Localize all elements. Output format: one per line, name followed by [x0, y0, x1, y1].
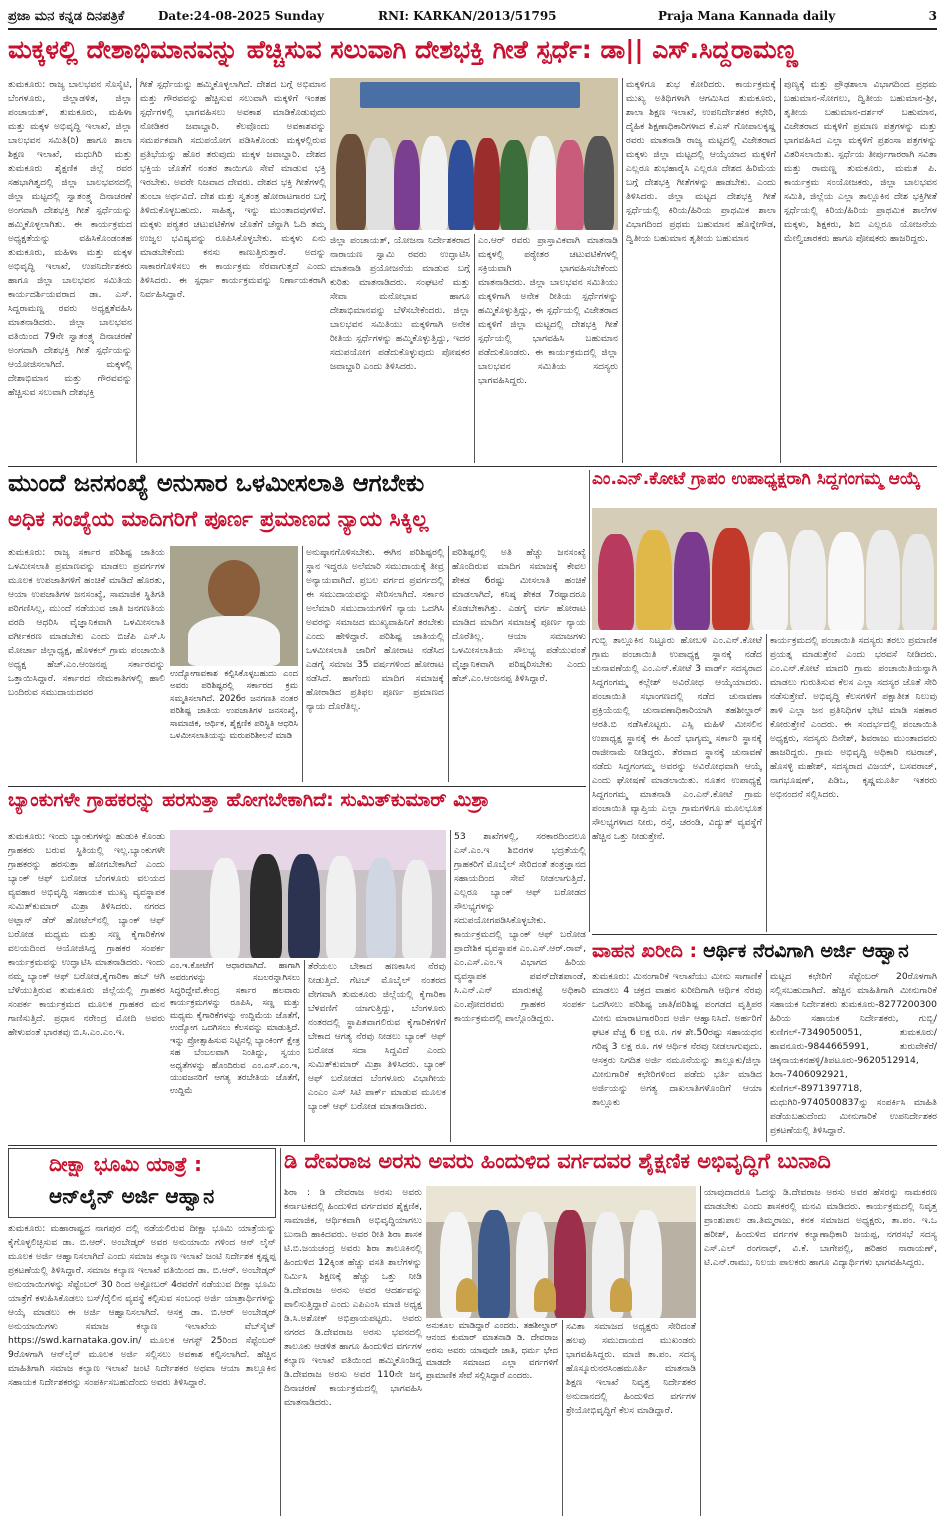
story5-tag: ವಾಹನ ಖರೀದಿ :	[592, 940, 698, 962]
column-rule	[448, 546, 449, 782]
photo-person	[630, 1210, 662, 1318]
story7-column-2: ಸವಿತಾ ಸಮಾಜದ ಅಧ್ಯಕ್ಷರು ಸೇರಿದಂತೆ ಹಲವು ಸಮುದಾಯದ ಮುಖಂಡರು ಭಾಗವಹಿಸಿದ್ದರು. ಮಾಜಿ ತಾ.ಪಂ. ಸದಸ್ಯ ಹೊಸ್ಕೂರುನರಸಿಂಹಮೂರ್ತಿ ಮಾತನಾಡಿ ಶಿಕ್ಷಣ ಇಲಾಖೆ ನಿವೃತ್ತ ನಿರ್ದೇಶಕರ ಅನುದಾನದಲ್ಲಿ ಹಿಂದುಳಿದ ವರ್ಗಗಳ ಶ್ರೇಯೋಭಿವೃದ್ಧಿಗೆ ಕೆಲಸ ಮಾಡಿದ್ದಾರೆ.	[566, 1321, 696, 1416]
story5-column-2: ಮಟ್ಟದ ಕಛೇರಿಗೆ ಸೆಪ್ಟೆಂಬರ್ 20ರೊಳಗಾಗಿ ಸಲ್ಲಿಸಬಹುದಾಗಿದೆ. ಹೆಚ್ಚಿನ ಮಾಹಿತಿಗಾಗಿ ಮೀನುಗಾರಿಕೆ ಸಹಾಯಕ ನಿರ್ದೇಶಕರು ತುಮಕೂರು-8277200300 ಹಿರಿಯ ಸಹಾಯಕ ನಿರ್ದೇಶಕರು, ಗುಬ್ಬಿ/ಕುಣಿಗಲ್-7349050051, ತುಮಕೂರು/ಹಾವನೂರು-9844665991, ತುರುವೇಕೆರೆ/ಚಿಕ್ಕನಾಯಕನಹಳ್ಳಿ/ತಿಪಟೂರು-9620512914, ಶಿರಾ-7406092921, ಕುಣಿಗಲ್-8971397718, ಮಧುಗಿರಿ-9740500837ನ್ನು ಸಂಪರ್ಕಿಸಿ ಮಾಹಿತಿ ಪಡೆಯಬಹುದೆಂದು ಮೀನುಗಾರಿಕೆ ಉಪನಿರ್ದೇಶಕರ ಪ್ರಕಟಣೆಯಲ್ಲಿ ತಿಳಿಸಿದ್ದಾರೆ.	[770, 971, 937, 1136]
story5-column-1: ತುಮಕೂರು: ಮಿನಂಗಾರಿಕೆ ಇಲಾಖೆಯು ಮೀನು ಸಾಗಾಣಿಕೆ ಮಾಡಲು 4 ಚಕ್ರದ ವಾಹನ ಖರೀದಿಗಾಗಿ ಆರ್ಥಿಕ ನೆರವು ಒದಗಿಸಲು ಪರಿಶಿಷ್ಟ ಜಾತಿ/ಪರಿಶಿಷ್ಟ ಪಂಗಡದ ವೃತ್ತಿಪರ ಮೀನು ಮಾರಾಟಗಾರರಿಂದ ಅರ್ಜಿ ಆಹ್ವಾನಿಸಿದೆ. ಅರ್ಹರಿಗೆ ಘಟಕ ವೆಚ್ಚ 6 ಲಕ್ಷ ರೂ. ಗಳ ಶೇ.50ರಷ್ಟು ಸಹಾಯಧನ ಗರಿಷ್ಠ 3 ಲಕ್ಷ ರೂ. ಗಳ ಆರ್ಥಿಕ ನೆರವು ನೀಡಲಾಗುವುದು. ಆಸಕ್ತರು ನಿಗದಿತ ಅರ್ಜಿ ನಮೂನೆಯನ್ನು ತಾಲ್ಲೂಕು/ಜಿಲ್ಲಾ ಮೀನುಗಾರಿಕೆ ಕಛೇರಿಗಳಿಂದ ಪಡೆದು ಭರ್ತಿ ಮಾಡಿದ ಅರ್ಜಿಯನ್ನು ಅಗತ್ಯ ದಾಖಲಾತಿಗಳೊಂದಿಗೆ ಆಯಾ ತಾಲ್ಲೂಕು	[592, 971, 762, 1108]
column-rule	[700, 1186, 701, 1516]
rni-number: RNI: KARKAN/2013/51795	[378, 9, 557, 23]
story6-headline-line2: ಆನ್‌ಲೈನ್ ಅರ್ಜಿ ಆಹ್ವಾನ	[49, 1185, 215, 1208]
story1-column-5: ಎಂ.ಆರ್ ರವರು ಪ್ರಾಸ್ತಾವಿಕವಾಗಿ ಮಾತನಾಡಿ ಮಕ್ಕಳಲ್ಲಿ ಪಠ್ಯೇತರ ಚಟುವಟಿಕೆಗಳಲ್ಲಿ ಸಕ್ರಿಯವಾಗಿ ಭಾಗವಹಿಸಬೇಕೆಂದು ಮಾತನಾಡಿದರು. ಜಿಲ್ಲಾ ಬಾಲಭವನ ಸಮಿತಿಯು ಮಕ್ಕಳಿಗಾಗಿ ಅನೇಕ ರೀತಿಯ ಸ್ಪರ್ಧೆಗಳನ್ನು ಹಮ್ಮಿಕೊಳ್ಳುತ್ತಿದ್ದು, ಈ ಸ್ಪರ್ಧೆಯಲ್ಲಿ ವಿಜೇತರಾದ ಮಕ್ಕಳಿಗೆ ಜಿಲ್ಲಾ ಮಟ್ಟದಲ್ಲಿ ದೇಶಭಕ್ತಿ ಗೀತೆ ಸ್ಪರ್ಧೆಯಲ್ಲಿ ಭಾಗವಹಿಸಿ ಬಹುಮಾನ ಪಡೆದುಕೊಂಡರು. ಈ ಕಾರ್ಯಕ್ರಮದಲ್ಲಿ ಜಿಲ್ಲಾ ಬಾಲಭವನ ಸಮಿತಿಯ ಸದಸ್ಯರು ಭಾಗವಹಿಸಿದ್ದರು.	[478, 235, 618, 386]
story2-column-2: ಅನುಷ್ಠಾನಗೊಳಿಸಬೇಕು. ಈಗಿನ ಪರಿಶಿಷ್ಟರಲ್ಲಿ ಸ್ಥಾನ ಇದ್ದರೂ ಅಲೆಮಾರಿ ಸಮುದಾಯಕ್ಕೆ ತೀವ್ರ ಅನ್ಯಾಯವಾಗಿದೆ. ಪ್ರಬಲ ವರ್ಗದ ಪ್ರವರ್ಗದಲ್ಲಿ ಈ ಸಮುದಾಯವನ್ನು ಸೇರಿಸಲಾಗಿದೆ. ಸರ್ಕಾರ ಅಲೆಮಾರಿ ಸಮುದಾಯಗಳಿಗೆ ನ್ಯಾಯ ಒದಗಿಸಿ ಅವರನ್ನು ಸಮಾಜದ ಮುಖ್ಯವಾಹಿನಿಗೆ ತರಬೇಕು ಎಂದು ಹೇಳಿದ್ದಾರೆ. ಪರಿಶಿಷ್ಟ ಜಾತಿಯಲ್ಲಿ ಒಳಮೀಸಲಾತಿ ಜಾರಿಗೆ ಹೋರಾಟ ನಡೆಸಿದ ಎಡಗೈ ಸಮಾಜ 35 ವರ್ಷಗಳಿಂದ ಹೋರಾಟ ನಡೆಸಿದೆ. ಹಾಗೆಂದು ಮಾದಿಗ ಸಮಾಜಕ್ಕೆ ಹೋರಾಡಿದ ಪ್ರತಿಫಲ ಪೂರ್ಣ ಪ್ರಮಾಣದ ನ್ಯಾಯ ದೊರೆತಿಲ್ಲ.	[306, 547, 444, 712]
column-rule	[780, 78, 781, 463]
photo-person	[402, 860, 432, 958]
story2-column-1: ತುಮಕೂರು: ರಾಜ್ಯ ಸರ್ಕಾರ ಪರಿಶಿಷ್ಟ ಜಾತಿಯ ಒಳಮೀಸಲಾತಿ ಪ್ರಮಾಣವನ್ನು ಮಾಡಲು ಪ್ರವರ್ಗಗಳ ಮೂಲಕ ಉಪಜಾತಿಗಳಿಗೆ ಹಂಚಿಕೆ ಮಾಡಿದೆ ಹೊರತು, ಆಯಾ ಉಪಜಾತಿಗಳ ಜನಸಂಖ್ಯೆ, ಸಾಮಾಜಿಕ ಸ್ಥಿತಿಗತಿ ಪರಿಗಣಿಸಿಲ್ಲ, ಮುಂದೆ ನಡೆಯುವ ಜಾತಿ ಜನಗಣತಿಯ ವರದಿ ಆಧರಿಸಿ ವೈಜ್ಞಾನಿಕವಾಗಿ ಒಳಮೀಸಲಾತಿ ವರ್ಗೀಕರಣ ಮಾಡಬೇಕು ಎಂದು ಬಿಜೆಪಿ ಎಸ್.ಸಿ ಮೋರ್ಚಾ ಜಿಲ್ಲಾಧ್ಯಕ್ಷ, ಹೊಳಕಲ್ ಗ್ರಾಮ ಪಂಚಾಯಿತಿ ಅಧ್ಯಕ್ಷ ಹೆಚ್.ಎಂ.ಆಂಜನಪ್ಪ ಸರ್ಕಾರವನ್ನು ಒತ್ತಾಯಿಸಿದ್ದಾರೆ. ಸರ್ಕಾರದ ನೇಮಕಾತಿಗಳಲ್ಲಿ ಹಾಲಿ ಬಂದಿರುವ ಸಮುದಾಯದವರ	[8, 547, 165, 698]
column-rule	[136, 78, 137, 463]
photo-person	[420, 136, 448, 230]
photo-person	[752, 532, 788, 630]
column-rule	[280, 1148, 281, 1516]
photo-person	[478, 1210, 510, 1318]
story5-headline	[592, 936, 937, 966]
story2-subhead: ಅಧಿಕ ಸಂಖ್ಯೆಯ ಮಾದಿಗರಿಗೆ ಪೂರ್ಣ ಪ್ರಮಾಣದ ನ್ಯಾಯ ಸಿಕ್ಕಿಲ್ಲ	[8, 508, 429, 531]
story3-column-2: ಕಾರ್ಯಕ್ರಮದಲ್ಲಿ ಪಂಚಾಯಿತಿ ಸದಸ್ಯರು ತರಲು ಪ್ರಮಾಣಿಕ ಪ್ರಯತ್ನ ಮಾಡುತ್ತೇನೆ ಎಂದು ಭರವಸೆ ನೀಡಿದರು. ಎಂ.ಎನ್.ಕೋಟೆ ಮಾದರಿ ಗ್ರಾಮ ಪಂಚಾಯಿತಿಯನ್ನಾಗಿ ಮಾಡಲು ಗುರುತಿಸುವ ಕೆಲಸ ಎಲ್ಲಾ ಸದಸ್ಯರ ಜೊತೆ ಸೇರಿ ನಡೆಸುತ್ತೇವೆ. ಅಭಿವೃದ್ಧಿ ಕೆಲಸಗಳಿಗೆ ಪಕ್ಷಾತೀತ ನಿಲುವು ತಾಳಿ ಎಲ್ಲಾ ಜನ ಪ್ರತಿನಿಧಿಗಳ ಭೇಟಿ ಮಾಡಿ ಸಹಕಾರ ಕೋರುತ್ತೇನೆ ಎಂದರು. ಈ ಸಂದರ್ಭದಲ್ಲಿ ಪಂಚಾಯಿತಿ ಅಧ್ಯಕ್ಷರು, ಸದಸ್ಯರು ದಿನೇಶ್, ಶಿವರಾಜು ಮುಂತಾದವರು ಹಾಜರಿದ್ದರು. ಗ್ರಾಮ ಅಭಿವೃದ್ಧಿ ಅಧಿಕಾರಿ ನಟರಾಜ್, ಹೊಸಳ್ಳಿ ಮಹೇಶ್, ಸದಸ್ಯರಾದ ವಿಜಯ್, ಬಸವರಾಜ್, ನಾಗಭೂಷಣ್, ಪಿಡಿಒ, ಕೃಷ್ಣಮೂರ್ತಿ ಇತರರು ಅಭಿನಂದನೆ ಸಲ್ಲಿಸಿದರು.	[770, 635, 937, 800]
photo-person	[336, 134, 366, 230]
story2-photo-caption: ಉದ್ಯೋಗಾವಕಾಶ ಕಲ್ಪಿಸಿಕೊಳ್ಳಬಹುದು ಎಂದ ಅವರು ಪರಿಶಿಷ್ಟರಲ್ಲಿ ಸರ್ಕಾರದ ಕ್ರಮ ಸಮ್ಮತಿಸಲಾಗಿದೆ. 2026ರ ಜನಗಣತಿ ನಂತರ ಪರಿಶಿಷ್ಟ ಜಾತಿಯ ಉಪಜಾತಿಗಳ ಜನಸಂಖ್ಯೆ, ಸಾಮಾಜಿಕ, ಆರ್ಥಿಕ, ಶೈಕ್ಷಣಿಕ ಪರಿಸ್ಥಿತಿ ಆಧರಿಸಿ ಒಳಮೀಸಲಾತಿಯನ್ನು ಮರುಪರಿಶೀಲನೆ ಮಾಡಿ	[170, 669, 298, 742]
story2-column-3: ಪರಿಶಿಷ್ಟರಲ್ಲಿ ಅತಿ ಹೆಚ್ಚು ಜನಸಂಖ್ಯೆ ಹೊಂದಿರುವ ಮಾದಿಗ ಸಮಾಜಕ್ಕೆ ಕೇವಲ ಶೇಕಡ 6ರಷ್ಟು ಮೀಸಲಾತಿ ಹಂಚಿಕೆ ಮಾಡಲಾಗಿದೆ, ಕನಿಷ್ಠ ಶೇಕಡ 7ರಷ್ಟಾದರೂ ಕೊಡಬೇಕಾಗಿತ್ತು. ಎಡಗೈ ವರ್ಗ ಹೋರಾಟ ಮಾಡಿದ ಮಾದಿಗ ಸಮಾಜಕ್ಕೆ ಪೂರ್ಣ ನ್ಯಾಯ ದೊರೆತಿಲ್ಲ. ಆಯಾ ಸಮಾಜಗಳು ಒಳಮೀಸಲಾತಿಯ ಸೌಲಭ್ಯ ಪಡೆಯುವಂತೆ ವೈಜ್ಞಾನಿಕವಾಗಿ ಪರಿಷ್ಕರಿಸಬೇಕು ಎಂದು ಹೆಚ್.ಎಂ.ಆಂಜನಪ್ಪ ತಿಳಿಸಿದ್ದಾರೆ.	[452, 547, 586, 684]
photo-person	[828, 532, 864, 630]
photo-person	[210, 858, 240, 958]
story1-headline: ಮಕ್ಕಳಲ್ಲಿ ದೇಶಾಭಿಮಾನವನ್ನು ಹೆಚ್ಚಿಸುವ ಸಲುವಾಗಿ ದೇಶಭಕ್ತಿ ಗೀತೆ ಸ್ಪರ್ಧೆ: ಡಾ|| ಎಸ್.ಸಿದ್ದರಾಮಣ್ಣ	[8, 36, 798, 64]
story7-column-1: ಶಿರಾ : ಡಿ ದೇವರಾಜ ಅರಸು ಅವರು ಕರ್ನಾಟಕದಲ್ಲಿ ಹಿಂದುಳಿದ ವರ್ಗದವರ ಶೈಕ್ಷಣಿಕ, ಸಾಮಾಜಿಕ, ಆರ್ಥಿಕವಾಗಿ ಅಭಿವೃದ್ಧಿಯಾಗಲು ಬುನಾದಿ ಹಾಕಿದವರು. ಅವರ ರೀತಿ ಶಿರಾ ಶಾಸಕ ಟಿ.ಬಿ.ಜಯಚಂದ್ರ ಅವರು ಶಿರಾ ತಾಲೂಕಿನಲ್ಲಿ ಹಿಂದುಳಿದ 12ಕ್ಕಿಂತ ಹೆಚ್ಚು ವಸತಿ ಶಾಲೆಗಳನ್ನು ನಿರ್ಮಿಸಿ ಶಿಕ್ಷಣಕ್ಕೆ ಹೆಚ್ಚು ಒತ್ತು ನೀಡಿ ಡಿ.ದೇವರಾಜ ಅರಸು ಅವರ ಆದರ್ಶವನ್ನು ಪಾಲಿಸುತ್ತಿದ್ದಾರೆ ಎಂದು ಎಪಿಎಂಸಿ ಮಾಜಿ ಅಧ್ಯಕ್ಷ ಡಿ.ಸಿ.ಅಶೋಕ್ ಅಭಿಪ್ರಾಯಪಟ್ಟರು. ಅವರು ನಗರದ ಡಿ.ದೇವರಾಜ ಅರಸು ಭವನದಲ್ಲಿ ತಾಲೂಕು ಆಡಳಿತ ಹಾಗೂ ಹಿಂದುಳಿದ ವರ್ಗಗಳ ಕಲ್ಯಾಣ ಇಲಾಖೆ ವತಿಯಿಂದ ಹಮ್ಮಿಕೊಂಡಿದ್ದ ಡಿ.ದೇವರಾಜ ಅರಸು ಅವರ 110ನೇ ಜನ್ಮ ದಿನಾಚರಣೆ ಕಾರ್ಯಕ್ರಮದಲ್ಲಿ ಭಾಗವಹಿಸಿ ಮಾತನಾಡಿದರು.	[284, 1187, 422, 1408]
column-rule	[302, 546, 303, 782]
story1-photo-group	[330, 78, 618, 230]
story7-column-3: ಯಾವುದಾದರೂ ಓದನ್ನು ಡಿ.ದೇವರಾಜ ಅರಸು ಅವರ ಹೆಸರನ್ನು ನಾಮಕರಣ ಮಾಡಬೇಕು ಎಂದು ಶಾಸಕರಲ್ಲಿ ಮನವಿ ಮಾಡಿದರು. ಕಾರ್ಯಕ್ರಮದಲ್ಲಿ ನಿವೃತ್ತ ಪ್ರಾಂಶುಪಾಲ ಡಾ.ತಿಮ್ಮರಾಜು, ಕನಕ ಸಮಾಜದ ಅಧ್ಯಕ್ಷರು, ತಾ.ಪಂ. ಇ.ಒ ಹರೀಶ್, ಹಿಂದುಳಿದ ವರ್ಗಗಳ ಕಲ್ಯಾಣಾಧಿಕಾರಿ ಜಯಪ್ಪ, ನಗರಸಭೆ ಸದಸ್ಯ ಎಸ್.ಎಲ್ ರಂಗನಾಥ್, ವಿ.ಕೆ. ಬಾಗೇಪಲ್ಲಿ, ಹರಿಹರ ನಾರಾಯಣ್, ಟಿ.ಎನ್.ರಾಮು, ನಿಲಯ ಪಾಲಕರು ಹಾಗೂ ವಿದ್ಯಾರ್ಥಿಗಳು ಭಾಗವಹಿಸಿದ್ದರು.	[704, 1187, 937, 1268]
page-number: 3	[928, 9, 937, 23]
photo-trophy	[610, 1278, 632, 1312]
column-rule	[622, 78, 623, 463]
photo-person	[712, 528, 750, 630]
portrait-head	[208, 560, 260, 618]
story3-headline: ಎಂ.ಎನ್.ಕೋಟೆ ಗ್ರಾಪಂ ಉಪಾಧ್ಯಕ್ಷರಾಗಿ ಸಿದ್ದಗಂಗಮ್ಮ ಆಯ್ಕೆ	[592, 470, 921, 489]
story4-photo-caption: ಎಂ.ಇ.ಕೋಟೆಗೆ ಆಧಾರವಾಗಿದೆ. ಹಾಗಾಗಿ ಅವರುಗಳನ್ನು ಸಬಲರನ್ನಾಗಿಸಲು ಸಿದ್ಧರಿದ್ದೇವೆ.ಕೇಂದ್ರ ಸರ್ಕಾರ ಹಲವಾರು ಕಾರ್ಯಕ್ರಮಗಳನ್ನು ರೂಪಿಸಿ, ಸಣ್ಣ ಮತ್ತು ಮಧ್ಯಮ ಕೈಗಾರಿಕೆಗಳನ್ನು ಉದ್ದಿಮೆಯ ಜೊತೆಗೆ, ಉದ್ಯೋಗ ಒದಗಿಸಲು ಕೆಲಸವನ್ನು ಮಾಡುತ್ತಿದೆ. ಇನ್ನು ಪ್ರೋತ್ಸಾಹಿಸುವ ನಿಟ್ಟಿನಲ್ಲಿ ಬ್ಯಾಂಕಿಂಗ್ ಕ್ಷೇತ್ರ ಸಹ ಬೆಂಬಲವಾಗಿ ನಿಂತಿದ್ದು, ಸ್ವಯಂ ಅಧ್ಯತೆಗಳನ್ನು ಹೊಂದಿರುವ ಎಂ.ಎಸ್.ಎಂ.ಇ, ಯುವಜನರಿಗೆ ಆಗತ್ಯ ತರಬೇತಿಯ ಜೊತೆಗೆ, ಉದ್ದಿಮೆ	[170, 961, 300, 1096]
story4-photo-event	[170, 830, 446, 958]
section-rule	[592, 934, 937, 935]
story2-portrait-photo	[170, 546, 298, 666]
story6-headline-box	[8, 1148, 276, 1218]
story7-photo-caption: ಅನುಕೂಲ ಮಾಡಿದ್ದಾರೆ ಎಂದರು. ತಹಶೀಲ್ದಾರ್ ಆನಂದ ಕುಮಾರ್ ಮಾತನಾಡಿ ಡಿ. ದೇವರಾಜ ಅರಸು ಅವರು ಯಾವುದೇ ಜಾತಿ, ಧರ್ಮ ಭೇದ ಮಾಡದೇ ಸಮಾಜದ ಎಲ್ಲಾ ವರ್ಗಗಳಿಗೆ ಪ್ರಾಮಾಣಿಕ ಸೇವೆ ಸಲ್ಲಿಸಿದ್ದಾರೆ ಎಂದರು.	[426, 1321, 558, 1381]
story6-headline-line1: ದೀಕ್ಷಾ ಭೂಮಿ ಯಾತ್ರೆ :	[49, 1153, 202, 1176]
story4-column-1: ತುಮಕೂರು: ಇಂದು ಬ್ಯಾಂಕುಗಳನ್ನು ಹುಡುಕಿ ಕೊಂಡು ಗ್ರಾಹಕರು ಬರುವ ಸ್ಥಿತಿಯಲ್ಲಿ ಇಲ್ಲ.ಬ್ಯಾಂಕುಗಳೇ ಗ್ರಾಹಕರನ್ನು ಹರಸುತ್ತಾ ಹೋಗಬೇಕಾಗಿದೆ ಎಂದು ಬ್ಯಾಂಕ್ ಆಫ್ ಬರೋಡ ಬೆಂಗಳೂರು ವಲಯದ ವ್ಯವಹಾರ ಅಭಿವೃದ್ಧಿ ಸಹಾಯಕ ಮುಖ್ಯ ವ್ಯವಸ್ಥಾಪಕ ಸುಮಿತ್‌ಕುಮಾರ್ ಮಿಶ್ರಾ ತಿಳಿಸಿದರು. ನಗರದ ಅಟ್ಲಾನ್ ಡೆರ್ ಹೋಟೆಲ್‌ನಲ್ಲಿ ಬ್ಯಾಂಕ್ ಆಫ್ ಬರೋಡ ಮಧ್ಯಮ ಮತ್ತು ಸಣ್ಣ ಕೈಗಾರಿಕೆಗಳ ವಲಯದಿಂದ ಆಯೋಜಿಸಿದ್ದ ಗ್ರಾಹಕರ ಸಂಪರ್ಕ ಕಾರ್ಯಕ್ರಮವನ್ನು ಉದ್ಘಾಟಿಸಿ ಮಾತನಾಡಿದರು. ಇಂದು ನಮ್ಮ ಬ್ಯಾಂಕ್ ಆಫ್ ಬರೋಡ,ಕೈಗಾರಿಕಾ ಹಬ್ ಆಗಿ ಬೆಳೆಯುತ್ತಿರುವ ತುಮಕೂರು ಜಿಲ್ಲೆಯಲ್ಲಿ ಗ್ರಾಹಕರ ಸಂಪರ್ಕ ಕಾರ್ಯಕ್ರಮದ ಮೂಲಕ ಗ್ರಾಹಕರ ಮನ ಗಾಣಿಸುತ್ತಿದೆ. ಪ್ರಧಾನ ನರೇಂದ್ರ ಮೋದಿ ಅವರು ಹೇಳುವಂತೆ ಭಾರತವು ಬಿ.ಸಿ.ಎಂ.ಎಂ.ಇ.	[8, 831, 165, 1038]
column-rule	[450, 830, 451, 1142]
story2-headline: ಮುಂದೆ ಜನಸಂಖ್ಯೆ ಅನುಸಾರ ಒಳಮೀಸಲಾತಿ ಆಗಬೇಕು	[8, 470, 425, 497]
photo-person	[790, 530, 826, 630]
newspaper-logo: ಪ್ರಜಾ ಮನ ಕನ್ನಡ ದಿನಪತ್ರಿಕೆ	[8, 8, 125, 24]
photo-person	[554, 1210, 586, 1318]
story4-headline: ಬ್ಯಾಂಕುಗಳೇ ಗ್ರಾಹಕರನ್ನು ಹರಸುತ್ತಾ ಹೋಗಬೇಕಾಗಿದೆ: ಸುಮಿತ್‌ಕುಮಾರ್ ಮಿಶ್ರಾ	[8, 790, 490, 811]
masthead	[8, 4, 937, 30]
column-rule	[562, 1320, 563, 1516]
photo-person	[474, 138, 500, 230]
story4-column-2: 53 ಶಾಖೆಗಳಲ್ಲಿ, ಸರಕಾರದಿಂದಲೂ ಎಸ್.ಎಂ.ಇ ಶಿಬಿರಗಳ ಭದ್ರತೆಯಲ್ಲಿ ಗ್ರಾಹಕರಿಗೆ ಮೊಬೈಲ್ ಸೇರಿದಂತೆ ತಂತ್ರಜ್ಞಾನದ ಸಹಾಯದಿಂದ ಸೇವೆ ನೀಡಲಾಗುತ್ತಿದೆ. ಎಲ್ಲರೂ ಬ್ಯಾಂಕ್ ಆಫ್ ಬರೋಡದ ಸೌಲಭ್ಯಗಳನ್ನು ಸದುಪಯೋಗಪಡಿಸಿಕೊಳ್ಳಬೇಕು. ಕಾರ್ಯಕ್ರಮದಲ್ಲಿ ಬ್ಯಾಂಕ್ ಆಫ್ ಬರೋಡ ಪ್ರಾದೇಶಿಕ ವ್ಯವಸ್ಥಾಪಕ ಎಂ.ಎಸ್.ಆರ್.ರಾವ್, ಎಂ.ಎಸ್.ಎಂ.ಇ ವಿಭಾಗದ ಹಿರಿಯ ವ್ಯವಸ್ಥಾಪಕ ಪವನ್‌ದೇಶಪಾಂಡೆ, ಸಿ.ಎನ್.ಎನ್ ಮಾರುಕಟ್ಟೆ ಅಧಿಕಾರಿ ಎಂ.ಪೋದರವರು ಗ್ರಾಹಕರ ಸಂಪರ್ಕ ಕಾರ್ಯಕ್ರಮದಲ್ಲಿ ಪಾಲ್ಗೊಂಡಿದ್ದರು.	[454, 831, 586, 1024]
column-rule	[589, 470, 590, 932]
story4-column-3: ತೆರೆಯಲು ಬೇಕಾದ ಹಣಕಾಸಿನ ನೆರವು ನೀಡುತ್ತಿದೆ. ಗೆಟಬ್ ಮೊಬೈಲ್ ನಂತರದ ವೇಗವಾಗಿ ತುಮಕೂರು ಜಿಲ್ಲೆಯಲ್ಲಿ ಕೈಗಾರಿಕಾ ಬೆಳವಣಿಗೆ ಯಾಗುತ್ತಿದ್ದು, ಬೆಂಗಳೂರು ನಂತರದಲ್ಲಿ ಸ್ಥಾಪಿತವಾಗಲಿರುವ ಕೈಗಾರಿಕೆಗಳಿಗೆ ಬೇಕಾದ ಆಗತ್ಯ ನೆರವು ನೀಡಲು ಬ್ಯಾಂಕ್ ಆಫ್ ಬರೋಡ ಸದಾ ಸಿದ್ದವಿದೆ ಎಂದು ಸುಮಿತ್‌ಕುಮಾರ್ ಮಿಶ್ರಾ ತಿಳಿಸಿದರು. ಬ್ಯಾಂಕ್ ಆಫ್ ಬರೋಡದ ಬೆಂಗಳೂರು ವಿಭಾಗೀಯ ಎಂಎಂ ಎಸ್ ಸಿಟಿ ಪಾರ್ಕ್ ಮಾಡುವ ಮೂಲಕ ಬ್ಯಾಂಕ್ ಆಫ್ ಬರೋಡ ಮಾತನಾಡಿದರು.	[308, 961, 446, 1112]
photo-person	[584, 136, 614, 230]
story1-column-2: ಗೀತೆ ಸ್ಪರ್ಧೆಯನ್ನು ಹಮ್ಮಿಕೊಳ್ಳಲಾಗಿದೆ. ದೇಶದ ಬಗ್ಗೆ ಅಭಿಮಾನ ಮತ್ತು ಗೌರವವನ್ನು ಹೆಚ್ಚಿಸುವ ಸಲುವಾಗಿ ಮಕ್ಕಳಿಗೆ ಇಂತಹ ಸ್ಪರ್ಧೆಗಳಲ್ಲಿ ಭಾಗವಹಿಸಲು ಅವಕಾಶ ಮಾಡಿಕೊಡುವುದು ನೋಡಿಕರ ಜವಾಬ್ದಾರಿ. ಕೆಲವೊಂದು ಅವಕಾಶವನ್ನು ಸಮರ್ಪಕವಾಗಿ ಸದುಪಯೋಗ ಪಡಿಸಿಕೊಂಡು ಮಕ್ಕಳಲ್ಲಿರುವ ಪ್ರತಿಭೆಯನ್ನು ಹೊರ ತರುವುದು ಮಕ್ಕಳ ಜವಾಬ್ದಾರಿ. ದೇಶದ ಭಕ್ತಿಯ ಜೊತೆಗೆ ನಂತರ ತಾಯಿಗೂ ಸೇವೆ ಮಾಡುವ ಭಕ್ತಿ ಇರಬೇಕು. ಅವರೇ ನಿಜವಾದ ದೇವರು. ದೇಶದ ಭಕ್ತಿ ಗೀತೆಗಳಲ್ಲಿ ತುಂಬಾ ಅರ್ಥವಿದೆ. ದೇಶ ಮತ್ತು ಸ್ವತಂತ್ರ ಹೋರಾಟಗಾರರ ಬಗ್ಗೆ ತಿಳಿದುಕೊಳ್ಳಬಹುದು. ಸಾಹಿತ್ಯ, ಇನ್ನು ಮುಂತಾದವುಗಳಿವೆ. ಮಕ್ಕಳು ಪಠ್ಯತರ ಚಟುವಟಿಕೆಗಳ ಜೊತೆಗೆ ಚೆನ್ನಾಗಿ ಓದಿ ತಮ್ಮ ಉಜ್ವಲ ಭವಿಷ್ಯವನ್ನು ರೂಪಿಸಿಕೊಳ್ಳಬೇಕು. ಮಕ್ಕಳು ಏನು ಮಾಡಬೇಕೆಂದು ಕನಸು ಕಾಣುತ್ತಿರುತ್ತಾರೆ. ಅದನ್ನು ಸಾಕಾರಗೊಳಿಸಲು ಈ ಕಾರ್ಯಕ್ರಮ ನೆರವಾಗುತ್ತದೆ ಎಂದು ತಿಳಿಸಿದರು. ಈ ಸ್ಪರ್ಧಾ ಕಾರ್ಯಕ್ರಮವನ್ನು ನಿರ್ಣಾಯಕರಾಗಿ ನಿರ್ವಹಿಸಿದ್ದಾರೆ.	[140, 79, 326, 300]
story1-column-6: ಮಕ್ಕಳಿಗೂ ಶುಭ ಕೋರಿದರು. ಕಾರ್ಯಕ್ರಮಕ್ಕೆ ಮುಖ್ಯ ಅತಿಥಿಗಳಾಗಿ ಆಗಮಿಸಿದ ತುಮಕೂರು, ಶಾಲಾ ಶಿಕ್ಷಣ ಇಲಾಖೆ, ಉಪನಿರ್ದೇಶಕರ ಕಛೇರಿ, ದೈಹಿಕ ಶಿಕ್ಷಣಾಧಿಕಾರಿಗಳಾದ ಕೆ.ಎಸ್ ಗೋಪಾಲಕೃಷ್ಣ ರವರು ಮಾತನಾಡಿ ರಾಜ್ಯ ಮಟ್ಟದಲ್ಲಿ ವಿಜೇತರಾದ ಮಕ್ಕಳು ಜಿಲ್ಲಾ ಮಟ್ಟದಲ್ಲಿ ಆಯ್ಕೆಯಾದ ಮಕ್ಕಳಿಗೆ ಎಲ್ಲರೂ ಶುಭಹಾರೈಸಿ ಎಲ್ಲರೂ ದೇಶದ ಹಿರಿಮೆಯ ಬಗ್ಗೆ ದೇಶಭಕ್ತಿ ಗೀತೆಗಳನ್ನು ಹಾಡಬೇಕು. ಎಂದು ತಿಳಿಸಿದರು. ಜಿಲ್ಲಾ ಮಟ್ಟದ ದೇಶಭಕ್ತಿ ಗೀತೆ ಸ್ಪರ್ಧೆಯಲ್ಲಿ ಕಿರಿಯ/ಹಿರಿಯ ಪ್ರಾಥಮಿಕ ಶಾಲಾ ವಿಭಾಗದಿಂದ ಪ್ರಥಮ ಬಹುಮಾನ ಹೊನ್ನೇಗೌಡ, ದ್ವಿತೀಯ ಬಹುಮಾನ ತೃತೀಯ ಬಹುಮಾನ	[626, 79, 776, 244]
photo-person	[448, 140, 474, 230]
photo-person	[528, 136, 556, 230]
story3-photo-group	[592, 508, 937, 630]
column-rule	[766, 634, 767, 932]
section-rule	[8, 786, 586, 787]
photo-person	[394, 140, 420, 230]
column-rule	[304, 960, 305, 1142]
photo-person	[866, 530, 900, 630]
photo-person	[674, 532, 710, 630]
story1-column-7: ಪುಣ್ಯಕ್ಕೆ ಮತ್ತು ಪ್ರೌಢಶಾಲಾ ವಿಭಾಗದಿಂದ ಪ್ರಥಮ ಬಹುಮಾನ-ಸೋಗಲು, ದ್ವಿತೀಯ ಬಹುಮಾನ-ಶ್ರೀ, ತೃತೀಯ ಬಹುಮಾನ-ದರ್ಶನ್ ಬಹುಮಾನ, ವಿಜೇತರಾದ ಮಕ್ಕಳಿಗೆ ಪ್ರಮಾಣ ಪತ್ರಗಳನ್ನು ಮತ್ತು ಭಾಗವಹಿಸಿದ ಎಲ್ಲಾ ಮಕ್ಕಳಿಗೆ ಪ್ರಶಂಸಾ ಪತ್ರಗಳನ್ನು ವಿತರಿಸಲಾಯಿತು. ಸ್ಪರ್ಧೆಯ ತೀರ್ಪುಗಾರರಾಗಿ ಸವಿತಾ ಮತ್ತು ರಾಮಣ್ಣ ತುಮಕೂರು, ಮಮತ ಪಿ. ಕಾರ್ಯಕ್ರಮ ಸಂಯೋಜಕರು, ಜಿಲ್ಲಾ ಬಾಲಭವನ ಸಮಿತಿ, ಜಿಲ್ಲೆಯ ಎಲ್ಲಾ ತಾಲ್ಲೂಕಿನ ದೇಶ ಭಕ್ತಿಗೀತೆ ಸ್ಪರ್ಧೆಯಲ್ಲಿ ಕಿರಿಯ/ಹಿರಿಯ ಪ್ರಾಥಮಿಕ ಶಾಲೆಗಳ ಮಕ್ಕಳು, ಶಿಕ್ಷಕರು, ಶಿಬಿ ಎಲ್ಲರೂ ಯೋಜನೆಯ ಮೇಲ್ವಿಚಾರಕರು ಹಾಗೂ ಪೋಷಕರು ಹಾಜರಿದ್ದರು.	[784, 79, 937, 244]
photo-person	[500, 140, 528, 230]
photo-person	[326, 856, 356, 958]
column-rule	[766, 970, 767, 1142]
story6-column-1: ತುಮಕೂರು: ಮಹಾರಾಷ್ಟ್ರದ ನಾಗಪುರ ದಲ್ಲಿ ನಡೆಯಲಿರುವ ದೀಕ್ಷಾ ಭೂಮಿ ಯಾತ್ರೆಯನ್ನು ಕೈಗೊಳ್ಳಲಿಚ್ಛಿಸುವ ಡಾ. ಬಿ.ಆರ್. ಅಂಬೇಡ್ಕರ್ ಅವರ ಅನುಯಾಯಿ ಗಳಿಂದ ಆನ್ ಲೈನ್ ಮೂಲಕ ಅರ್ಜಿ ಆಹ್ವಾನಿಸಲಾಗಿದೆ ಎಂದು ಸಮಾಜ ಕಲ್ಯಾಣ ಇಲಾಖೆ ಜಂಟಿ ನಿರ್ದೇಶಕ ಕೃಷ್ಣಪ್ಪ ಪ್ರಕಟಣೆಯಲ್ಲಿ ತಿಳಿಸಿದ್ದಾರೆ. ಸಮಾಜ ಕಲ್ಯಾಣ ಇಲಾಖೆ ವತಿಯಿಂದ ಡಾ. ಬಿ.ಆರ್. ಅಂಬೇಡ್ಕರ್ ಅನುಯಾಯಿಗಳನ್ನು ಸೆಪ್ಟೆಂಬರ್ 30 ರಿಂದ ಅಕ್ಟೋಬರ್ 4ರವರೆಗೆ ನಡೆಯುವ ದೀಕ್ಷಾ ಭೂಮಿ ಯಾತ್ರೆಗೆ ಕಳುಹಿಸಿಕೊಡಲು ಬಸ್/ರೈಲಿನ ವ್ಯವಸ್ಥೆ ಕಲ್ಪಿಸುವ ಸಂಬಂಧ ಅರ್ಜಿ ಯಾತ್ರಾರ್ಥಿಗಳನ್ನು ಆಯ್ಕೆ ಮಾಡಲು ಈ ಅರ್ಜಿ ಆಹ್ವಾನಿಸಲಾಗಿದೆ. ಆಸಕ್ತ ಡಾ. ಬಿ.ಆರ್ ಅಂಬೇಡ್ಕರ್ ಅನುಯಾಯಿಗಳು ಸಮಾಜ ಕಲ್ಯಾಣ ಇಲಾಖೆಯ ವೆಬ್‌ಸೈಟ್ https://swd.karnataka.gov.in/ ಮೂಲಕ ಆಗಸ್ಟ್ 25ರಿಂದ ಸೆಪ್ಟೆಂಬರ್ 9ರೊಳಗಾಗಿ ಆನ್‌ಲೈನ್ ಮೂಲಕ ಅರ್ಜಿ ಸಲ್ಲಿಸಲು ಅವಕಾಶ ಕಲ್ಪಿಸಲಾಗಿದೆ. ಹೆಚ್ಚಿನ ಮಾಹಿತಿಗಾಗಿ ಸಮಾಜ ಕಲ್ಯಾಣ ಇಲಾಖೆ ಜಂಟಿ ನಿರ್ದೇಶಕರ ಅಥವಾ ಆಯಾ ತಾಲ್ಲೂಕಿನ ಸಹಾಯಕ ನಿರ್ದೇಶಕರನ್ನು ಸಂಪರ್ಕಿಸಬಹುದೆಂದು ಅವರು ತಿಳಿಸಿದ್ದಾರೆ.	[8, 1223, 276, 1388]
issue-date: Date:24-08-2025 Sunday	[158, 9, 324, 23]
photo-person	[288, 854, 320, 958]
story1-column-3: ಜಿಲ್ಲಾ ಪಂಚಾಯತ್, ಯೋಜನಾ ನಿರ್ದೇಶಕರಾದ ನಾರಾಯಣ ಸ್ವಾಮಿ ರವರು ಉದ್ಘಾಟಿಸಿ ಮಾತನಾಡಿ ಪ್ರಯೋಜನೆಯ ಮಾಡುವ ಬಗ್ಗೆ ಕುರಿತು ಮಾತನಾಡಿದರು. ಸಂಘಟನೆ ಮತ್ತು ಸೇವಾ ಮನೋಭಾವ ಹಾಗೂ ದೇಶಾಭಿಮಾನವನ್ನು ಬೆಳೆಸಬೇಕೆಂದರು. ಜಿಲ್ಲಾ ಬಾಲಭವನ ಸಮಿತಿಯು ಮಕ್ಕಳಿಗಾಗಿ ಅನೇಕ ರೀತಿಯ ಸ್ಪರ್ಧೆಗಳನ್ನು ಹಮ್ಮಿಕೊಳ್ಳುತ್ತಿದ್ದು, ಇದರ ಸದುಪಯೋಗ ಪಡೆದುಕೊಳ್ಳುವುದು ಪೋಷಕರ ಜವಾಬ್ದಾರಿ ಎಂದು ತಿಳಿಸಿದರು.	[330, 235, 470, 372]
story7-headline: ಡಿ ದೇವರಾಜ ಅರಸು ಅವರು ಹಿಂದುಳಿದ ವರ್ಗದವರ ಶೈಕ್ಷಣಿಕ ಅಭಿವೃದ್ಧಿಗೆ ಬುನಾದಿ	[284, 1150, 831, 1173]
photo-banner	[360, 82, 580, 108]
photo-person	[902, 534, 934, 630]
photo-person	[636, 530, 672, 630]
story1-column-1: ತುಮಕೂರು: ರಾಜ್ಯ ಬಾಲಭವನ ಸೊಸೈಟಿ, ಬೆಂಗಳೂರು, ಜಿಲ್ಲಾಡಳಿತ, ಜಿಲ್ಲಾ ಪಂಚಾಯತ್, ತುಮಕೂರು, ಮಹಿಳಾ ಮತ್ತು ಮಕ್ಕಳ ಅಭಿವೃದ್ಧಿ ಇಲಾಖೆ, ಜಿಲ್ಲಾ ಬಾಲಭವನ ಸಮಿತಿ(ರಿ) ಹಾಗೂ ಶಾಲಾ ಶಿಕ್ಷಣ ಇಲಾಖೆ, ಮಧುಗಿರಿ ಮತ್ತು ತುಮಕೂರು ಶೈಕ್ಷಣಿಕ ಜಿಲ್ಲೆ ರವರ ಸಹಭಾಗಿತ್ವದಲ್ಲಿ ಜಿಲ್ಲಾ ಬಾಲಭವನದಲ್ಲಿ ಜಿಲ್ಲಾ ಮಟ್ಟದಲ್ಲಿ ಸ್ವಾತಂತ್ರ್ಯ ದಿನಾಚರಣೆ ಅಂಗವಾಗಿ ದೇಶಭಕ್ತಿ ಗೀತೆ ಸ್ಪರ್ಧೆಯನ್ನು ಹಮ್ಮಿಕೊಳ್ಳಲಾಗಿತು. ಈ ಕಾರ್ಯಕ್ರಮದ ಅಧ್ಯಕ್ಷತೆಯನ್ನು ವಹಿಸಿಕೊಂಡಂತಹ ತುಮಕೂರು, ಮಹಿಳಾ ಮತ್ತು ಮಕ್ಕಳ ಅಭಿವೃದ್ಧಿ ಇಲಾಖೆ, ಉಪನಿರ್ದೇಶಕರು ಹಾಗೂ ಜಿಲ್ಲಾ ಬಾಲಭವನ ಸಮಿತಿಯ ಕಾರ್ಯದರ್ಶಿಯವರಾದ ಡಾ. ಎಸ್. ಸಿದ್ದರಾಮಣ್ಣ ರವರು ಅಧ್ಯಕ್ಷತೆವಹಿಸಿ ಮಾತನಾಡಿದರು. ಜಿಲ್ಲಾ ಬಾಲಭವನ ವತಿಯಿಂದ 79ನೇ ಸ್ವಾತಂತ್ರ್ಯ ದಿನಾಚರಣೆ ಅಂಗವಾಗಿ ದೇಶಭಕ್ತಿ ಗೀತೆ ಸ್ಪರ್ಧೆಯನ್ನು ಆಯೋಜಿಸಲಾಗಿದೆ. ಮಕ್ಕಳಲ್ಲಿ ದೇಶಾಭಿಮಾನ ಮತ್ತು ಗೌರವವನ್ನು ಹೆಚ್ಚಿಸುವ ಸಲುವಾಗಿ ದೇಶಭಕ್ತಿ	[8, 79, 132, 398]
portrait-shirt	[188, 616, 280, 666]
section-rule	[8, 466, 937, 467]
column-rule	[474, 234, 475, 463]
photo-trophy	[456, 1278, 478, 1312]
photo-person	[598, 534, 634, 630]
section-rule	[8, 1145, 937, 1146]
story7-photo-award	[426, 1186, 696, 1318]
story5-title: ಆರ್ಥಿಕ ನೆರವಿಗಾಗಿ ಅರ್ಜಿ ಆಹ್ವಾನ	[703, 940, 909, 962]
photo-trophy	[534, 1278, 556, 1312]
paper-name: Praja Mana Kannada daily	[658, 9, 836, 23]
photo-person	[366, 138, 394, 230]
photo-person	[556, 140, 584, 230]
story3-column-1: ಗುಬ್ಬಿ ತಾಲ್ಲೂಕಿನ ನಿಟ್ಟೂರು ಹೋಬಳಿ ಎಂ.ಎನ್.ಕೋಟೆ ಗ್ರಾಮ ಪಂಚಾಯಿತಿ ಉಪಾಧ್ಯಕ್ಷ ಸ್ಥಾನಕ್ಕೆ ನಡೆದ ಚುನಾವಣೆಯಲ್ಲಿ ಎಂ.ಎನ್.ಕೋಟೆ 3 ವಾರ್ಡ್ ಸದಸ್ಯರಾದ ಸಿದ್ದಗಂಗಮ್ಮ ಕಲ್ಲೇಶ್ ಅವಿರೋಧ ಆಯ್ಕೆಯಾದರು. ಪಂಚಾಯಿತಿ ಸಭಾಂಗಣದಲ್ಲಿ ನಡೆದ ಚುನಾವಣಾ ಪ್ರಕ್ರಿಯೆಯಲ್ಲಿ ಚುನಾವಣಾಧಿಕಾರಿಯಾಗಿ ತಹಶೀಲ್ದಾರ್ ಆರತಿ.ಬಿ ನಡೆಸಿಕೊಟ್ಟರು. ಎಸ್ಸಿ ಮಹಿಳೆ ಮೀಸಲಿನ ಉಪಾಧ್ಯಕ್ಷ ಸ್ಥಾನಕ್ಕೆ ಈ ಹಿಂದೆ ಭಾಗ್ಯಮ್ಮ ಸರ್ಕಾರಿ ಸ್ಥಾನಕ್ಕೆ ರಾಜೀನಾಮೆ ನೀಡಿದ್ದರು. ತೆರವಾದ ಸ್ಥಾನಕ್ಕೆ ಚುನಾವಣೆ ನಡೆದು ಸಿದ್ದಗಂಗಮ್ಮ ಅವರನ್ನು ಅವಿರೋಧವಾಗಿ ಆಯ್ಕೆ ಎಂದು ಘೋಷಣೆ ಮಾಡಲಾಯಿತು. ನೂತನ ಉಪಾಧ್ಯಕ್ಷೆ ಸಿದ್ದಗಂಗಮ್ಮ ಮಾತನಾಡಿ ಎಂ.ಎನ್.ಕೋಟೆ ಗ್ರಾಮ ಪಂಚಾಯಿತಿ ವ್ಯಾಪ್ತಿಯ ಎಲ್ಲಾ ಗ್ರಾಮಗಳಿಗೂ ಮೂಲಭೂತ ಸೌಲಭ್ಯಗಳಾದ ನೀರು, ರಸ್ತೆ, ಚರಂಡಿ, ವಿದ್ಯುತ್ ವ್ಯವಸ್ಥೆಗೆ ಹೆಚ್ಚಿನ ಒತ್ತು ನೀಡುತ್ತೇನೆ.	[592, 635, 762, 842]
photo-person	[366, 858, 396, 958]
photo-person	[250, 854, 282, 958]
